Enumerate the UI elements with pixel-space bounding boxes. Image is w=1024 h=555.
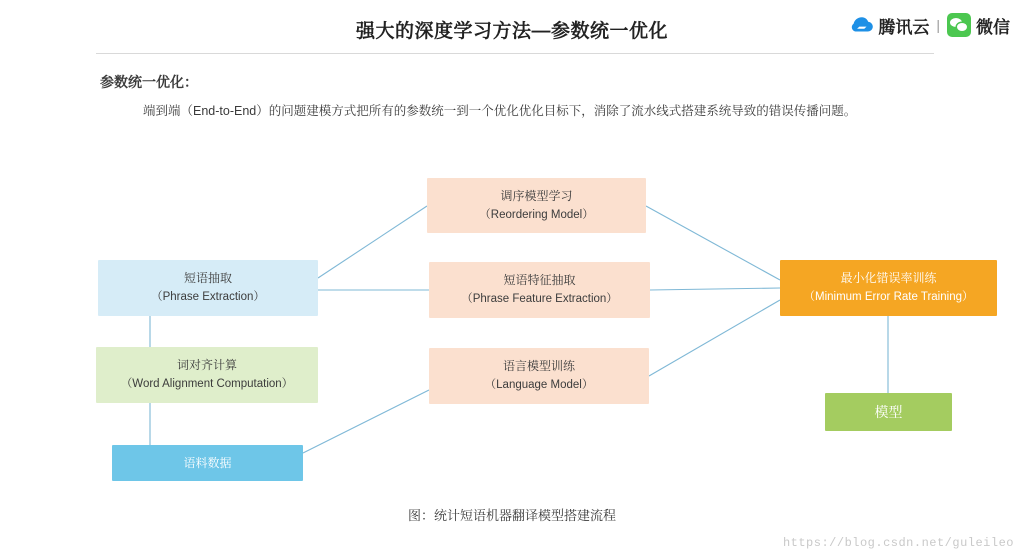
slide-header: [0, 0, 1024, 52]
node-label-cn: 短语抽取: [183, 271, 232, 285]
diagram-node-language-model[interactable]: [429, 348, 649, 404]
node-label-en: （Word Alignment Computation）: [120, 378, 294, 390]
brand-lockup: [851, 10, 1010, 40]
section-heading: 参数统一优化：: [100, 74, 198, 90]
section-paragraph: 端到端（End-to-End）的问题建模方式把所有的参数统一到一个优化优化目标下，消除了流水线式搭建系统导致的错误传播问题。: [143, 104, 857, 118]
diagram-node-reordering-model[interactable]: [427, 178, 646, 233]
flow-diagram: [0, 150, 1024, 510]
watermark-url: https://blog.csdn.net/guleileo: [782, 536, 1014, 550]
diagram-node-phrase-extraction[interactable]: [98, 260, 318, 316]
node-label-cn: 语料数据: [183, 455, 232, 470]
page-title: 强大的深度学习方法—参数统一优化: [355, 21, 668, 42]
node-label-en: （Language Model）: [484, 379, 594, 391]
node-label-cn: 最小化错误率训练: [840, 271, 937, 285]
node-label-en: （Reordering Model）: [479, 208, 594, 221]
diagram-node-phrase-feature-extraction[interactable]: [429, 262, 650, 318]
node-label-en: （Minimum Error Rate Training）: [803, 291, 974, 303]
brand-separator: |: [936, 17, 940, 33]
node-label-en: （Phrase Extraction）: [151, 291, 265, 303]
tencent-cloud-icon: [851, 14, 873, 36]
diagram-node-minimum-error-rate-training[interactable]: [780, 260, 997, 316]
node-label-cn: 语言模型训练: [502, 359, 575, 373]
wechat-icon: [947, 13, 971, 37]
diagram-node-model[interactable]: [825, 393, 952, 431]
brand-label-wechat: 微信: [976, 17, 1010, 37]
node-label-cn: 调序模型学习: [500, 188, 573, 203]
node-label-cn: 短语特征抽取: [503, 273, 576, 287]
diagram-node-corpus-data[interactable]: [112, 445, 303, 481]
brand-label-tencent-cloud: 腾讯云: [878, 17, 930, 37]
node-label-cn: 模型: [874, 403, 903, 420]
node-label-cn: 词对齐计算: [176, 358, 237, 372]
figure-caption: 图：统计短语机器翻译模型搭建流程: [407, 508, 616, 523]
diagram-node-word-alignment-computation[interactable]: [96, 347, 318, 403]
header-divider: [96, 53, 934, 54]
node-label-en: （Phrase Feature Extraction）: [461, 293, 618, 305]
